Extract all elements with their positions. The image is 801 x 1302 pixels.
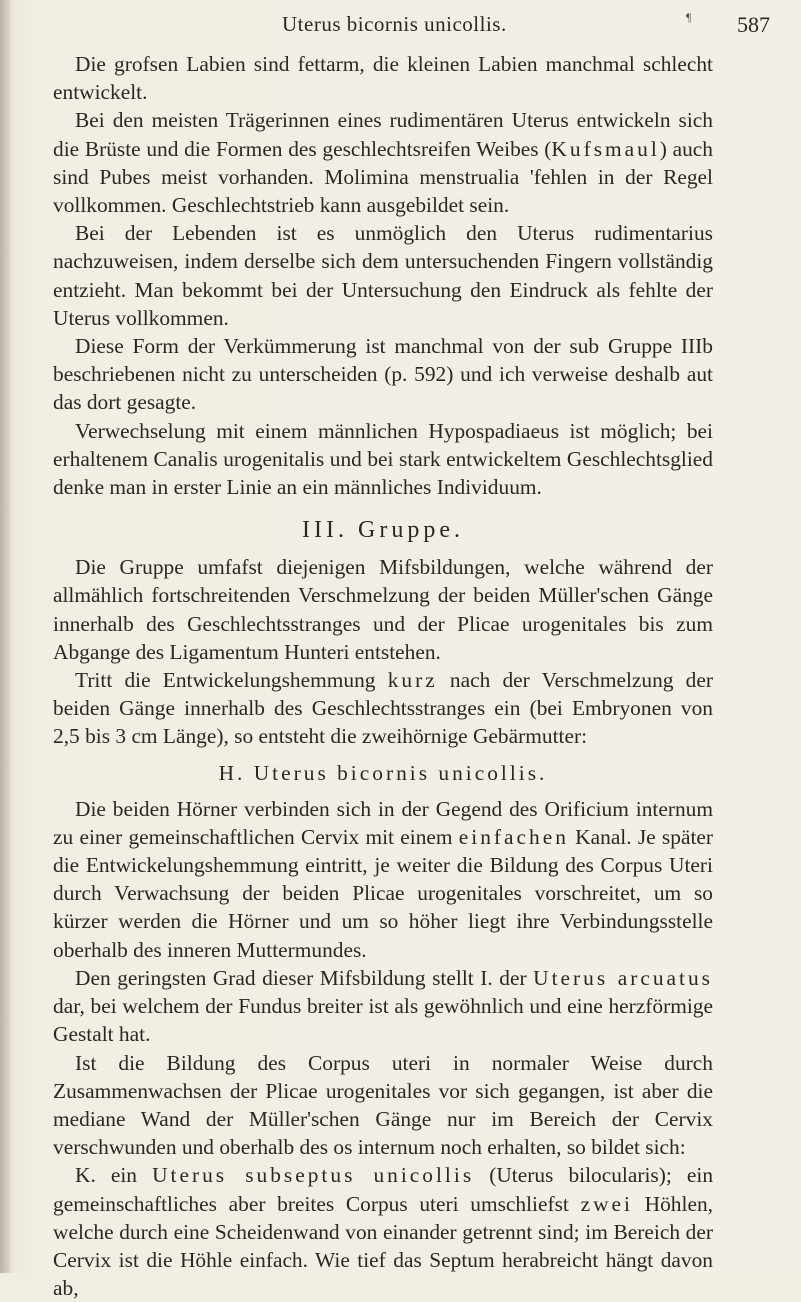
emphasis-einfachen: einfachen <box>458 824 569 849</box>
emphasis-zwei: zwei <box>580 1191 633 1216</box>
subsection-heading-h: H. Uterus bicornis unicollis. <box>218 760 548 785</box>
term-uterus-arcuatus: Uterus arcuatus <box>533 965 714 990</box>
term-uterus-subseptus: Uterus subseptus unicollis <box>152 1163 475 1188</box>
margin-mark: ¶ <box>686 10 692 24</box>
body-text <box>53 50 713 1302</box>
paragraph-7: Tritt die Entwickelungshemmung kurz nach der Verschmelzung der beiden Gänge innerhalb des Geschlechtsstranges ein (bei Embryonen von 2,5 bis 3 cm Länge), so entsteht die zweihörnige Gebärmutter: <box>53 668 713 749</box>
paragraph-5: Verwechselung mit einem männlichen Hypospadiaeus ist möglich; bei erhaltenem Canalis urogenitalis und bei stark entwickeltem Geschlechtsglied denke man in erster Linie an ein männliches Individuum. <box>53 418 713 500</box>
emphasis-kurz: kurz <box>387 668 438 693</box>
paragraph-3: Bei der Lebenden ist es unmöglich den Uterus rudimentarius nachzuweisen, indem derselbe sich dem untersuchenden Fingern vollständig entzieht. Man bekommt bei der Untersuchung den Eindruck als fehlte der Uterus vollkommen. <box>53 221 713 330</box>
running-head <box>0 10 801 46</box>
paragraph-10: Ist die Bildung des Corpus uteri in normaler Weise durch Zusammenwachsen der Plicae urogenitales vor sich gegangen, ist aber die mediane Wand der Müller'schen Gänge nur im Bereich der Cervix verschwunden und oberhalb des os internum noch erhalten, so bildet sich: <box>53 1050 713 1160</box>
paragraph-4: Diese Form der Verkümmerung ist manchmal von der sub Gruppe IIIb beschriebenen nicht zu unterscheiden (p. 592) und ich verweise deshalb aut das dort gesagte. <box>53 334 713 415</box>
binding-shadow <box>0 0 10 1273</box>
paragraph-9: Den geringsten Grad dieser Mifsbildung stellt I. der Uterus arcuatus dar, bei welchem der Fundus breiter ist als gewöhnlich und eine herzförmige Gestalt hat. <box>53 965 714 1047</box>
paragraph-6: Die Gruppe umfafst diejenigen Mifsbildungen, welche während der allmählich fortschreitenden Verschmelzung der beiden Müller'schen Gänge innerhalb des Geschlechtsstranges und der Plicae urogenitales bis zum Abgange des Ligamentum Hunteri entstehen. <box>53 555 713 664</box>
paragraph-2: Bei den meisten Trägerinnen eines rudimentären Uterus entwickeln sich die Brüste und die Formen des geschlechtsreifen Weibes (Kufsmaul) auch sind Pubes meist vorhanden. Molimina menstrualia 'fehlen in der Regel vollkommen. Geschlechtstrieb kann ausgebildet sein. <box>53 108 713 218</box>
paragraph-1: Die grofsen Labien sind fettarm, die kleinen Labien manchmal schlecht entwickelt. <box>53 52 713 105</box>
page-number: 587 <box>737 12 770 37</box>
paragraph-11: K. ein Uterus subseptus unicollis (Uterus bilocularis); ein gemeinschaftliches aber breites Corpus uteri umschliefst zwei Höhlen, welche durch eine Scheidenwand von einander getrennt sind; im Bereich der Cervix ist die Höhle einfach. Wie tief das Septum herabreicht hängt davon ab, <box>53 1163 714 1301</box>
paragraph-8: Die beiden Hörner verbinden sich in der Gegend des Orificium internum zu einer gemeinschaftlichen Cervix mit einem einfachen Kanal. Je später die Entwickelungshemmung eintritt, je weiter die Bildung des Corpus Uteri durch Verwachsung der beiden Plicae urogenitales vorschreitet, um so kürzer werden die Hörner und um so höher liegt ihre Verbindungsstelle oberhalb des inneren Muttermundes. <box>53 796 713 962</box>
running-title: Uterus bicornis unicollis. <box>282 12 507 36</box>
section-heading-group-iii: III. Gruppe. <box>302 517 464 544</box>
author-name: Kufsmaul <box>551 136 660 161</box>
